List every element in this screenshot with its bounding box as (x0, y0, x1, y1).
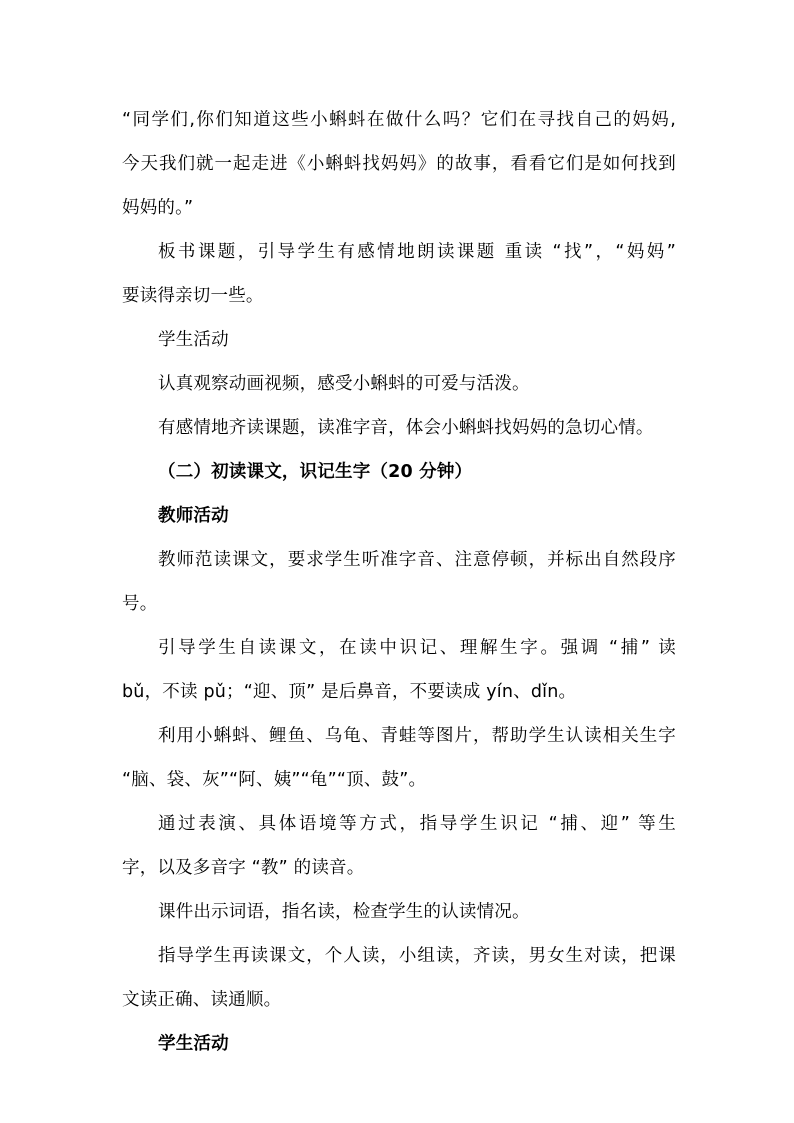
student-activity-item-2: 有感情地齐读课题，读准字音，体会小蝌蚪找妈妈的急切心情。 (158, 418, 654, 438)
teacher-item-5: 课件出示词语，指名读，检查学生的认读情况。 (158, 902, 530, 922)
paragraph-intro-line-2: 今天我们就一起走进《小蝌蚪找妈妈》的故事，看看它们是如何找到 (122, 154, 676, 174)
teacher-item-6-line-1: 指导学生再读课文，个人读，小组读，齐读，男女生对读，把课 (158, 946, 676, 966)
paragraph-blackboard-line-2: 要读得亲切一些。 (122, 286, 264, 306)
paragraph-intro-line-1: “同学们,你们知道这些小蝌蚪在做什么吗？它们在寻找自己的妈妈, (122, 110, 676, 130)
teacher-item-6-line-2: 文读正确、读通顺。 (122, 990, 282, 1010)
teacher-item-1-line-2: 号。 (122, 594, 158, 614)
student-activity-item-1: 认真观察动画视频，感受小蝌蚪的可爱与活泼。 (158, 374, 530, 394)
student-activity-label-1: 学生活动 (158, 330, 229, 350)
teacher-item-2-line-1: 引导学生自读课文，在读中识记、理解生字。强调 “捕” 读 (158, 638, 676, 658)
student-activity-label-2: 学生活动 (158, 1034, 229, 1054)
teacher-item-3-line-1: 利用小蝌蚪、鲤鱼、乌龟、青蛙等图片，帮助学生认读相关生字 (158, 726, 676, 746)
paragraph-blackboard-line-1: 板书课题，引导学生有感情地朗读课题 重读 “找”，“妈妈” (158, 242, 676, 262)
section-heading-2: （二）初读课文，识记生字（20 分钟） (158, 462, 473, 482)
teacher-item-2-line-2: bǔ，不读 pǔ；“迎、顶” 是后鼻音，不要读成 yín、dǐn。 (122, 682, 577, 702)
paragraph-intro-line-3: 妈妈的。” (122, 198, 194, 218)
teacher-activity-label: 教师活动 (158, 506, 229, 526)
teacher-item-3-line-2: “脑、袋、灰”“阿、姨”“龟”“顶、鼓”。 (122, 770, 427, 790)
teacher-item-4-line-2: 字，以及多音字 “教” 的读音。 (122, 858, 365, 878)
teacher-item-4-line-1: 通过表演、具体语境等方式，指导学生识记 “捕、迎” 等生 (158, 814, 676, 834)
teacher-item-1-line-1: 教师范读课文，要求学生听准字音、注意停顿，并标出自然段序 (158, 550, 676, 570)
